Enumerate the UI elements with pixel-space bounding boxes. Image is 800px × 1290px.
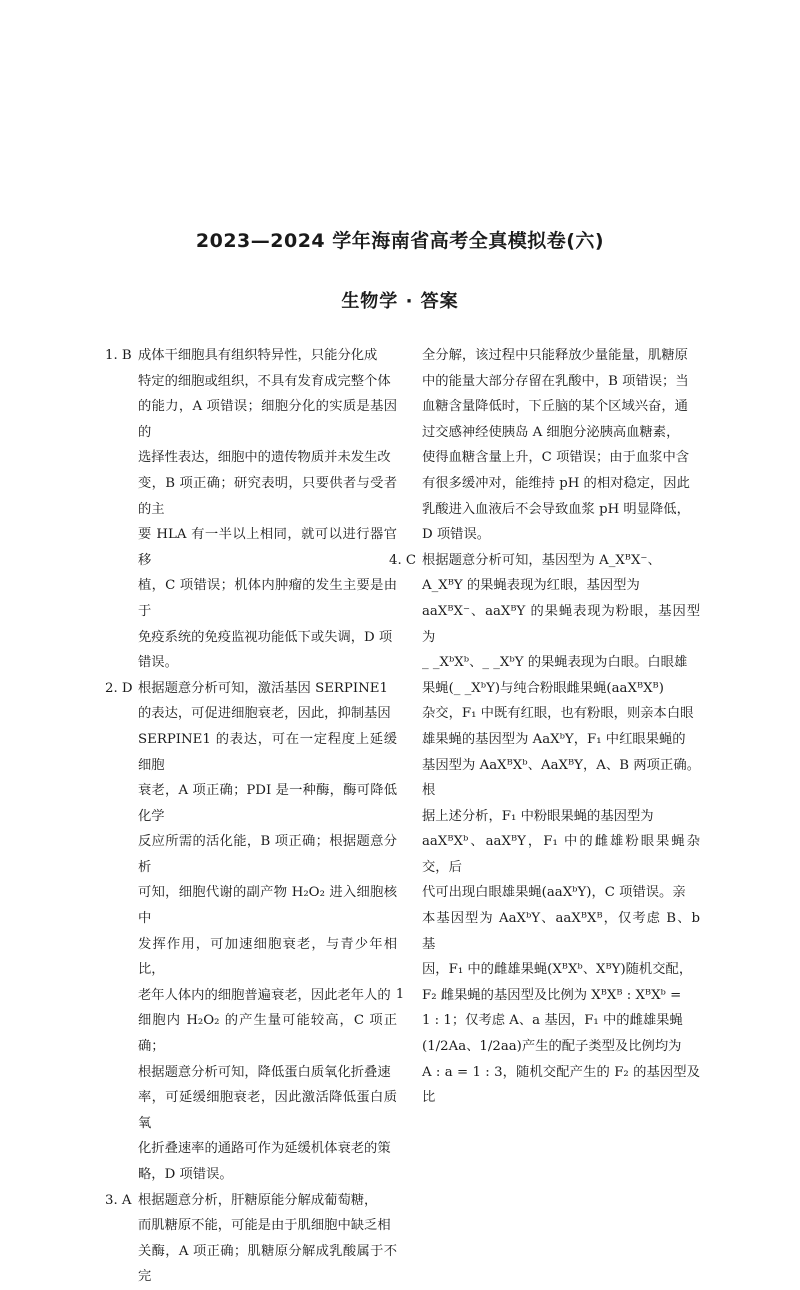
answer-line: 中的能量大部分存留在乳酸中，B 项错误；当 [422,373,689,389]
answer-line: 雄果蝇的基因型为 AaXᵇY，F₁ 中红眼果蝇的 [422,731,686,747]
answer-line: 成体干细胞具有组织特异性，只能分化成 [138,348,378,363]
answer-line: 选择性表达，细胞中的遗传物质并未发生改 [138,450,391,466]
answer-line: 要 HLA 有一半以上相同，就可以进行器官移 [138,527,397,568]
page-title: 2023—2024 学年海南省高考全真模拟卷(六) [195,230,605,252]
answer-line: 使得血糖含量上升，C 项错误；由于血浆中含 [422,450,690,466]
answer-line: 果蝇(_ _XᵇY)与纯合粉眼雌果蝇(aaXᴮXᴮ) [422,680,664,696]
answer-line: 略，D 项错误。 [138,1167,233,1182]
answer-line: 血糖含量降低时，下丘脑的某个区域兴奋，通 [422,399,688,415]
answer-line: 可知，细胞代谢的副产物 H₂O₂ 进入细胞核中 [138,885,397,927]
answer-item-3 [105,1188,397,1290]
answer-line: 根据题意分析可知，降低蛋白质氧化折叠速 [138,1064,391,1080]
answer-number: 4. C [389,552,417,568]
answer-line: 杂交，F₁ 中既有红眼，也有粉眼，则亲本白眼 [422,706,694,722]
answer-line: D 项错误。 [422,527,491,543]
answer-line: 老年人体内的细胞普遍衰老，因此老年人的 [138,987,391,1003]
answer-line: 根据题意分析，肝糖原能分解成葡萄糖， [138,1192,378,1208]
answer-line: 衰老，A 项正确；PDI 是一种酶，酶可降低化学 [138,783,397,824]
page-subtitle: 生物学 · 答案 [341,291,459,312]
answer-line: 基因型为 AaXᴮXᵇ、AaXᴮY，A、B 两项正确。根 [422,757,700,799]
answer-line: 有很多缓冲对，能维持 pH 的相对稳定，因此 [422,475,690,491]
answer-line: 免疫系统的免疫监视功能低下或失调，D 项 [138,629,393,645]
answer-line: _ _XᵇXᵇ、_ _XᵇY 的果蝇表现为白眼。白眼雄 [422,655,688,671]
answer-item-3-continued [422,343,700,548]
answer-line: aaXᴮXᵇ、aaXᴮY，F₁ 中的雌雄粉眼果蝇杂交，后 [422,834,700,875]
answer-item-4 [389,548,700,1111]
answer-line: (1/2Aa、1/2aa)产生的配子类型及比例均为 [422,1039,682,1055]
answer-line: 发挥作用，可加速细胞衰老，与青少年相比， [138,936,397,978]
answer-item-2 [105,676,397,1188]
answer-item-1 [105,343,397,676]
answer-line: 的表达，可促进细胞衰老，因此，抑制基因 [138,706,391,722]
answer-line: 错误。 [138,655,178,671]
answer-line: 植，C 项错误；机体内肿瘤的发生主要是由于 [138,578,397,619]
answer-line: SERPINE1 的表达，可在一定程度上延缓细胞 [138,731,397,773]
answer-line: 根据题意分析可知，基因型为 A_XᴮX⁻、 [422,552,661,568]
answer-line: 反应所需的活化能，B 项正确；根据题意分析 [138,834,397,875]
answer-line: 特定的细胞或组织，不具有发育成完整个体 [138,373,391,389]
answer-line: 因，F₁ 中的雌雄果蝇(XᴮXᵇ、XᴮY)随机交配， [422,962,693,978]
answer-line: 化折叠速率的通路可作为延缓机体衰老的策 [138,1141,391,1157]
answer-line: 据上述分析，F₁ 中粉眼果蝇的基因型为 [422,808,654,824]
answer-number: 2. D [105,680,133,696]
answer-line: 1 : 1；仅考虑 A、a 基因，F₁ 中的雌雄果蝇 [422,1013,683,1029]
answer-line: A_XᴮY 的果蝇表现为红眼，基因型为 [422,578,640,594]
answer-line: 变，B 项正确；研究表明，只要供者与受者的主 [138,475,397,517]
answer-line: 乳酸进入血液后不会导致血浆 pH 明显降低， [422,501,690,517]
left-column [105,343,397,1290]
answer-line: F₂ 雌果蝇的基因型及比例为 XᴮXᴮ : XᴮXᵇ = [422,987,682,1003]
answer-number: 3. A [105,1192,132,1208]
answer-line: 而肌糖原不能，可能是由于肌细胞中缺乏相 [138,1218,391,1234]
answer-line: 的能力，A 项错误；细胞分化的实质是基因的 [138,399,397,440]
answer-line: 细胞内 H₂O₂ 的产生量可能较高，C 项正确； [138,1013,397,1055]
page-number: 1 [395,987,405,1002]
answer-line: 全分解，该过程中只能释放少量能量，肌糖原 [422,348,688,363]
answer-line: A : a = 1 : 3，随机交配产生的 F₂ 的基因型及比 [422,1064,700,1106]
answer-line: 过交感神经使胰岛 A 细胞分泌胰高血糖素， [422,424,680,440]
answer-line: 根据题意分析可知，激活基因 SERPINE1 [138,680,388,696]
answer-line: 关酶，A 项正确；肌糖原分解成乳酸属于不完 [138,1243,397,1285]
answer-line: 本基因型为 AaXᵇY、aaXᴮXᴮ，仅考虑 B、b 基 [422,911,700,952]
answer-line: 率，可延缓细胞衰老，因此激活降低蛋白质氧 [138,1090,397,1131]
answer-line: aaXᴮX⁻、aaXᴮY 的果蝇表现为粉眼，基因型为 [422,603,700,645]
answer-number: 1. B [105,348,132,363]
answer-line: 代可出现白眼雄果蝇(aaXᵇY)，C 项错误。亲 [422,885,686,901]
